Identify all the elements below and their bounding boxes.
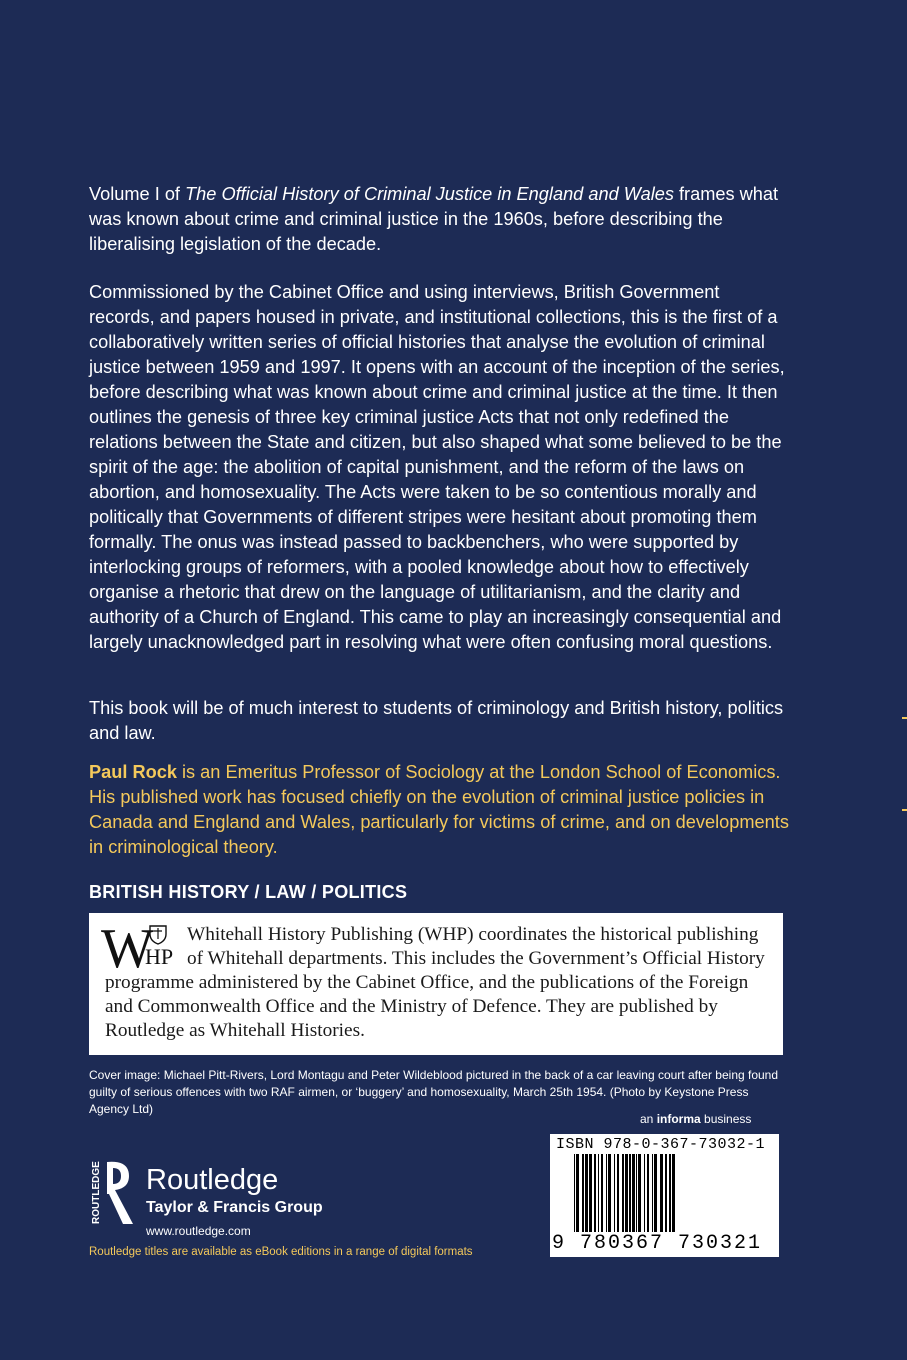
barcode-bar: [647, 1154, 649, 1232]
subject-categories: BRITISH HISTORY / LAW / POLITICS: [89, 882, 408, 902]
whp-logo-w: W: [101, 918, 146, 980]
publisher-url: www.routledge.com: [146, 1224, 251, 1238]
barcode-bar: [638, 1154, 641, 1232]
author-name: Paul Rock: [89, 762, 177, 782]
isbn-label: ISBN 978-0-367-73032-1: [556, 1136, 766, 1153]
barcode-bar: [654, 1154, 657, 1232]
barcode-bar: [585, 1154, 588, 1232]
barcode-bar: [574, 1154, 575, 1232]
barcode-bar: [652, 1154, 653, 1232]
barcode-bar: [589, 1154, 592, 1232]
informa-pre: an: [640, 1112, 657, 1126]
cover-image-caption: Cover image: Michael Pitt-Rivers, Lord Montagu and Peter Wildeblood pictured in the back of a car leaving court after being found guilty of serious offences with two RAF airmen, or ‘buggery’ and homosexuality, March 25th 1954. (Photo by Keystone Press Agency Ltd): [89, 1068, 779, 1116]
series-title: The Official History of Criminal Justice in England and Wales: [185, 184, 674, 204]
barcode-bar: [614, 1154, 615, 1232]
blurb-paragraph-1: [89, 182, 789, 257]
isbn-barcode: [550, 1134, 779, 1257]
barcode-bar: [629, 1154, 631, 1232]
routledge-logo-icon: [89, 1158, 137, 1228]
barcode-bar: [576, 1154, 579, 1232]
ebook-note: Routledge titles are available as eBook editions in a range of digital formats: [89, 1246, 473, 1258]
barcode-bar: [622, 1154, 624, 1232]
barcode-bar: [625, 1154, 628, 1232]
barcode-bar: [617, 1154, 619, 1232]
barcode-bar: [608, 1154, 611, 1232]
barcode-bar: [669, 1154, 671, 1232]
blurb-paragraph-2: Commissioned by the Cabinet Office and using interviews, British Government records, and papers housed in private, and institutional collections, this is the first of a collaboratively written series of official histories that analyse the evolution of criminal justice between 1959 and 1997. It opens with an account of the inception of the series, before describing what was known about crime and criminal justice at the time. It then outlines the genesis of three key criminal justice Acts that not only redefined the relations between the State and citizen, but also shaped what some believed to be the spirit of the age: the abolition of capital punishment, and the reform of the laws on abortion, and homosexuality. The Acts were taken to be so contentious morally and politically that Governments of different stripes were hesitant about promoting them formally. The onus was instead passed to backbenchers, who were supported by interlocking groups of reformers, with a pooled knowledge about how to effectively organise a rhetoric that drew on the language of utilitarianism, and the clarity and authority of a Church of England. This came to play an increasingly consequential and largely unacknowledged part in resolving what were often confusing moral questions.: [89, 282, 785, 652]
barcode-bar: [598, 1154, 599, 1232]
publisher-group: Taylor & Francis Group: [146, 1199, 323, 1216]
barcode-bar: [594, 1154, 596, 1232]
author-bio: [89, 760, 789, 860]
barcode-bar: [665, 1154, 667, 1232]
informa-bold: informa: [656, 1112, 701, 1126]
whp-logo-hp: HP: [145, 944, 174, 969]
informa-tagline: [640, 1112, 751, 1126]
routledge-vertical-text: ROUTLEDGE: [91, 1161, 102, 1224]
barcode-bar: [644, 1154, 645, 1232]
informa-post: business: [700, 1112, 752, 1126]
trim-mark: [902, 809, 907, 811]
barcode-digits: 9 780367 730321: [552, 1232, 763, 1255]
trim-mark: [902, 717, 907, 719]
blurb-intro-cont: frames what was known about crime and criminal justice in the 1960s, before describing the liberalising legislation of the decade.: [89, 184, 779, 254]
barcode-bar: [672, 1154, 675, 1232]
blurb-paragraph-3: This book will be of much interest to students of criminology and British history, politics and law.: [89, 698, 784, 743]
barcode-bar: [660, 1154, 663, 1232]
whp-description: Whitehall History Publishing (WHP) coordinates the historical publishing of Whitehall departments. This includes the Government’s Official History programme administered by the Cabinet Office, and the publications of the Foreign and Commonwealth Office and the Ministry of Defence. They are published by Routledge as Whitehall Histories.: [105, 924, 765, 1041]
barcode-bar: [636, 1154, 637, 1232]
barcode-bar: [582, 1154, 584, 1232]
barcode-bar: [606, 1154, 607, 1232]
barcode-bars: [570, 1154, 770, 1234]
barcode-bar: [601, 1154, 603, 1232]
barcode-bar: [632, 1154, 635, 1232]
publisher-name: Routledge: [146, 1164, 279, 1196]
whp-box: [89, 913, 783, 1055]
blurb-intro: Volume I of: [89, 184, 186, 204]
author-bio-text: is an Emeritus Professor of Sociology at the London School of Economics. His published work has focused chiefly on the evolution of criminal justice policies in Canada and England and Wales, particularly for victims of crime, and on developments in criminological theory.: [89, 762, 789, 857]
